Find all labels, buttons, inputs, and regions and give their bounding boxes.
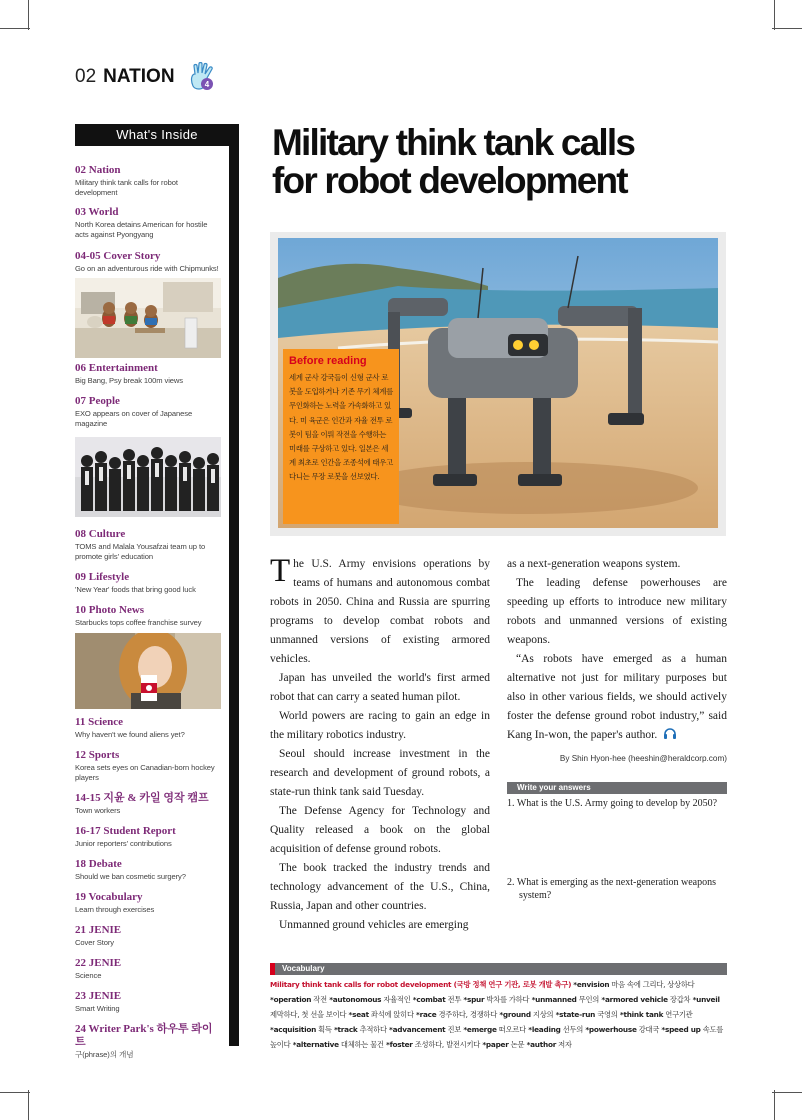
vocabulary-meaning: 진보 (445, 1025, 462, 1034)
article-column-1 (270, 555, 490, 935)
toc-item-desc: Junior reporters' contributions (75, 839, 172, 848)
before-reading-box (283, 349, 399, 524)
toc-item[interactable] (75, 990, 221, 1014)
article-paragraph: Japan has unveiled the world's first armed robot that can carry a seated human pilot. (270, 672, 490, 703)
vocabulary-meaning: 선두의 (560, 1025, 584, 1034)
vocabulary-entry (618, 1010, 693, 1019)
vocabulary-entry (461, 1025, 526, 1034)
vocabulary-entry (270, 995, 327, 1004)
vocabulary-word: *leading (525, 1025, 561, 1034)
crop-mark (28, 1090, 29, 1120)
article-paragraph: he U.S. Army envisions operations by teams of humans and autonomous combat robots in 2050. China and Russia are spurring programs to develop combat robots and unmanned versions of existing armored vehicles. (270, 558, 490, 665)
headline-line: for robot development (272, 160, 627, 201)
article-paragraph: The Defense Agency for Technology and Quality released a book on the global acquisition of defense ground robots. (270, 805, 490, 855)
toc-item-desc: Starbucks tops coffee franchise survey (75, 618, 202, 627)
vocabulary-header (270, 963, 727, 975)
vocabulary-meaning: 획득 (316, 1025, 332, 1034)
section-title: NATION (103, 66, 175, 87)
vocabulary-word: *unveil (690, 995, 720, 1004)
toc-item-desc: Why haven't we found aliens yet? (75, 730, 185, 739)
vocabulary-entry (480, 1040, 524, 1049)
toc-item-title: 10 Photo News (75, 604, 145, 616)
toc-item-desc: Korea sets eyes on Canadian-born hockey players (75, 763, 215, 782)
toc-item-title: 22 JENIE (75, 957, 122, 969)
vocabulary-entry (270, 1025, 332, 1034)
article-paragraph: Unmanned ground vehicles are emerging (279, 919, 469, 931)
vocabulary-word: *state-run (553, 1010, 596, 1019)
vocabulary-word: *foster (383, 1040, 413, 1049)
vocabulary-word: *acquisition (270, 1025, 317, 1034)
toc-item-title: 08 Culture (75, 528, 126, 540)
crop-mark (772, 1092, 802, 1093)
vocabulary-meaning: 강대국 (636, 1025, 660, 1034)
hand-mascot-icon (187, 62, 217, 92)
vocabulary-entry (290, 1040, 383, 1049)
toc-item-desc: North Korea detains American for hostile acts against Pyongyang (75, 220, 208, 239)
vocabulary-entry (583, 1025, 659, 1034)
vocabulary-list (270, 977, 728, 1052)
page-number: 02 (75, 66, 97, 87)
vocabulary-meaning: 지상의 (530, 1010, 554, 1019)
toc-item-desc: EXO appears on cover of Japanese magazine (75, 409, 193, 428)
toc-item-desc: Smart Writing (75, 1004, 120, 1013)
before-reading-body: 세계 군사 강국들이 신형 군사 로봇을 도입하거나 기존 무기 체계를 무인화하는 노력을 가속화하고 있다. 미 육군은 인간과 자율 전투 로봇이 팀을 이뤄 작전을 수행하는 미래를 구상하고 있다. 일본은 세계 최초로 인간을 조종석에 태우고 다니는 무장 로봇을 선보였다. (289, 373, 393, 482)
toc-item-desc: Big Bang, Psy break 100m views (75, 376, 184, 385)
toc-item[interactable] (75, 395, 221, 428)
vocabulary-word: *alternative (290, 1040, 339, 1049)
mascot-badge: 4 (204, 80, 209, 89)
vocabulary-meaning: 자율적인 (381, 995, 411, 1004)
toc-item-title: 21 JENIE (75, 924, 122, 936)
vocabulary-word: *paper (480, 1040, 509, 1049)
toc-item-desc: TOMS and Malala Yousafzai team up to promote girls' education (75, 542, 206, 561)
vocabulary-word: *powerhouse (583, 1025, 637, 1034)
toc-item-desc: 'New Year' foods that bring good luck (75, 585, 196, 594)
toc-item-title: 03 World (75, 206, 119, 218)
vocabulary-word: *envision (573, 980, 610, 989)
vocabulary-entry (573, 980, 694, 989)
vocabulary-word: *combat (410, 995, 446, 1004)
toc-item[interactable] (75, 164, 221, 197)
toc-item-title: 16-17 Student Report (75, 825, 176, 837)
toc-item-desc: Learn through exercises (75, 905, 155, 914)
toc-item[interactable] (75, 858, 221, 882)
toc-item[interactable] (75, 604, 221, 628)
page-header (75, 62, 217, 92)
vocabulary-word: *race (413, 1010, 437, 1019)
before-reading-title: Before reading (289, 355, 367, 367)
toc-item[interactable] (75, 924, 221, 948)
vocabulary-word: *track (331, 1025, 358, 1034)
sidebar-rule (229, 124, 239, 1046)
vocabulary-word: *emerge (461, 1025, 497, 1034)
vocabulary-entry (524, 1040, 571, 1049)
vocabulary-title: Vocabulary (282, 964, 325, 973)
article-paragraph: The leading defense powerhouses are speeding up efforts to introduce new military robots and unmanned versions of existing weapons. (507, 577, 727, 646)
toc-item[interactable] (75, 571, 221, 595)
vocabulary-entry (526, 1025, 583, 1034)
toc-item[interactable] (75, 362, 221, 386)
question-item: 2. What is emerging as the next-generation weapons system? (507, 877, 717, 901)
crop-mark (0, 28, 30, 29)
vocabulary-word: *operation (270, 995, 312, 1004)
article-paragraph: Seoul should increase investment in the research and development of ground robots, a state-run think tank said Tuesday. (270, 748, 490, 798)
toc-item-title: 24 Writer Park's 하우투 롸이트 (75, 1023, 213, 1048)
vocabulary-word: *advancement (386, 1025, 446, 1034)
toc-item[interactable] (75, 825, 221, 849)
vocabulary-meaning: 좌석에 앉히다 (368, 1010, 414, 1019)
headline-line: Military think tank calls (272, 122, 635, 163)
toc-item-title: 11 Science (75, 716, 123, 728)
vocabulary-entry (346, 1010, 414, 1019)
drop-cap: T (270, 553, 291, 589)
toc-item[interactable] (75, 1023, 221, 1060)
vocabulary-entry (599, 995, 690, 1004)
vocabulary-meaning: 마음 속에 그리다, 상상하다 (609, 980, 695, 989)
toc-item-desc: Town workers (75, 806, 121, 815)
people-thumbnail (75, 437, 221, 517)
vocabulary-entry (411, 995, 462, 1004)
vocabulary-meaning: 연구기관 (663, 1010, 693, 1019)
vocabulary-meaning: 박차를 가하다 (484, 995, 530, 1004)
vocabulary-meaning: 전투 (445, 995, 462, 1004)
vocabulary-meaning: 저자 (556, 1040, 572, 1049)
vocabulary-entry (529, 995, 599, 1004)
toc-item-title: 14-15 지윤 & 카일 영작 캠프 (75, 792, 209, 804)
toc-item[interactable] (75, 716, 221, 740)
toc-item-title: 09 Lifestyle (75, 571, 130, 583)
vocabulary-entry (327, 995, 411, 1004)
toc-item[interactable] (75, 957, 221, 981)
crop-mark (774, 0, 775, 30)
article-paragraph: as a next-generation weapons system. (507, 558, 681, 570)
toc-item-title: 02 Nation (75, 164, 121, 176)
vocabulary-entry (414, 1010, 497, 1019)
vocabulary-heading: Military think tank calls for robot development (국방 정책 연구 기관, 로봇 개발 촉구) (270, 980, 572, 989)
write-your-answers-header: Write your answers (507, 782, 727, 794)
vocabulary-entry (332, 1025, 387, 1034)
vocabulary-meaning: 떠오르다 (496, 1025, 526, 1034)
byline: By Shin Hyon-hee (heeshin@heraldcorp.com) (559, 754, 727, 763)
vocabulary-word: *author (524, 1040, 557, 1049)
toc-item-desc: Military think tank calls for robot development (75, 178, 178, 197)
vocabulary-entry (553, 1010, 617, 1019)
vocabulary-meaning: 무인의 (576, 995, 600, 1004)
toc-item[interactable] (75, 250, 221, 274)
vocabulary-word: *armored vehicle (599, 995, 668, 1004)
crop-mark (772, 28, 802, 29)
toc-item-title: 07 People (75, 395, 120, 407)
article-paragraph: World powers are racing to gain an edge in the military robotics industry. (270, 710, 490, 741)
vocabulary-meaning: 대체하는 물건 (338, 1040, 384, 1049)
toc-item-title: 06 Entertainment (75, 362, 158, 374)
article-column-2 (507, 555, 727, 768)
whats-inside-sidebar (75, 124, 239, 1059)
toc-item[interactable] (75, 891, 221, 915)
vocabulary-meaning: 제막하다, 첫 선을 보이다 (270, 1010, 347, 1019)
question-item: 1. What is the U.S. Army going to develop by 2050? (507, 798, 718, 809)
toc-item[interactable] (75, 749, 221, 782)
vocabulary-meaning: 경주하다, 경쟁하다 (436, 1010, 498, 1019)
toc-item-desc: Cover Story (75, 938, 114, 947)
toc-item-desc: Go on an adventurous ride with Chipmunks! (75, 264, 219, 273)
vocabulary-meaning: 조성하다, 발전시키다 (412, 1040, 481, 1049)
toc-item-title: 23 JENIE (75, 990, 122, 1002)
vocabulary-meaning: 속도를 높이다 (270, 1025, 724, 1049)
vocabulary-word: *speed up (659, 1025, 701, 1034)
crop-mark (0, 1092, 30, 1093)
vocabulary-meaning: 국영의 (595, 1010, 618, 1019)
headphones-icon[interactable] (663, 727, 677, 739)
vocabulary-entry (384, 1040, 480, 1049)
vocabulary-entry (497, 1010, 553, 1019)
vocabulary-word: *ground (497, 1010, 531, 1019)
toc-item[interactable] (75, 528, 221, 561)
vocabulary-meaning: 작전 (311, 995, 327, 1004)
crop-mark (28, 0, 29, 30)
vocabulary-entry (461, 995, 529, 1004)
article-paragraph: The book tracked the industry trends and technology advancement of the U.S., China, Russia, Japan and other countries. (270, 862, 490, 912)
toc-item[interactable] (75, 206, 221, 239)
toc-item-title: 18 Debate (75, 858, 122, 870)
cover-story-thumbnail (75, 278, 221, 358)
vocabulary-accent (270, 963, 275, 975)
vocabulary-word: *spur (461, 995, 485, 1004)
toc-item-desc: 구(phrase)의 개념 (75, 1050, 134, 1059)
toc-item-title: 12 Sports (75, 749, 120, 761)
photo-news-thumbnail (75, 633, 221, 709)
vocabulary-entry (387, 1025, 461, 1034)
vocabulary-word: *unmanned (529, 995, 577, 1004)
toc-item-title: 04-05 Cover Story (75, 250, 161, 262)
vocabulary-meaning: 장갑차 (667, 995, 691, 1004)
vocabulary-word: *seat (346, 1010, 369, 1019)
toc-item[interactable] (75, 792, 221, 816)
crop-mark (774, 1090, 775, 1120)
vocabulary-meaning: 추적하다 (357, 1025, 387, 1034)
vocabulary-meaning: 논문 (508, 1040, 525, 1049)
toc-item-desc: Should we ban cosmetic surgery? (75, 872, 186, 881)
article-paragraph: “As robots have emerged as a human alternative not just for military purposes but also in other various fields, we should actively foster the defense ground robot industry,” said Kang In-won, the paper's author. (507, 653, 727, 741)
toc-item-desc: Science (75, 971, 102, 980)
vocabulary-word: *think tank (617, 1010, 664, 1019)
toc-item-title: 19 Vocabulary (75, 891, 143, 903)
article-headline (272, 124, 732, 200)
vocabulary-word: *autonomous (326, 995, 382, 1004)
sidebar-title: What's Inside (75, 124, 239, 146)
